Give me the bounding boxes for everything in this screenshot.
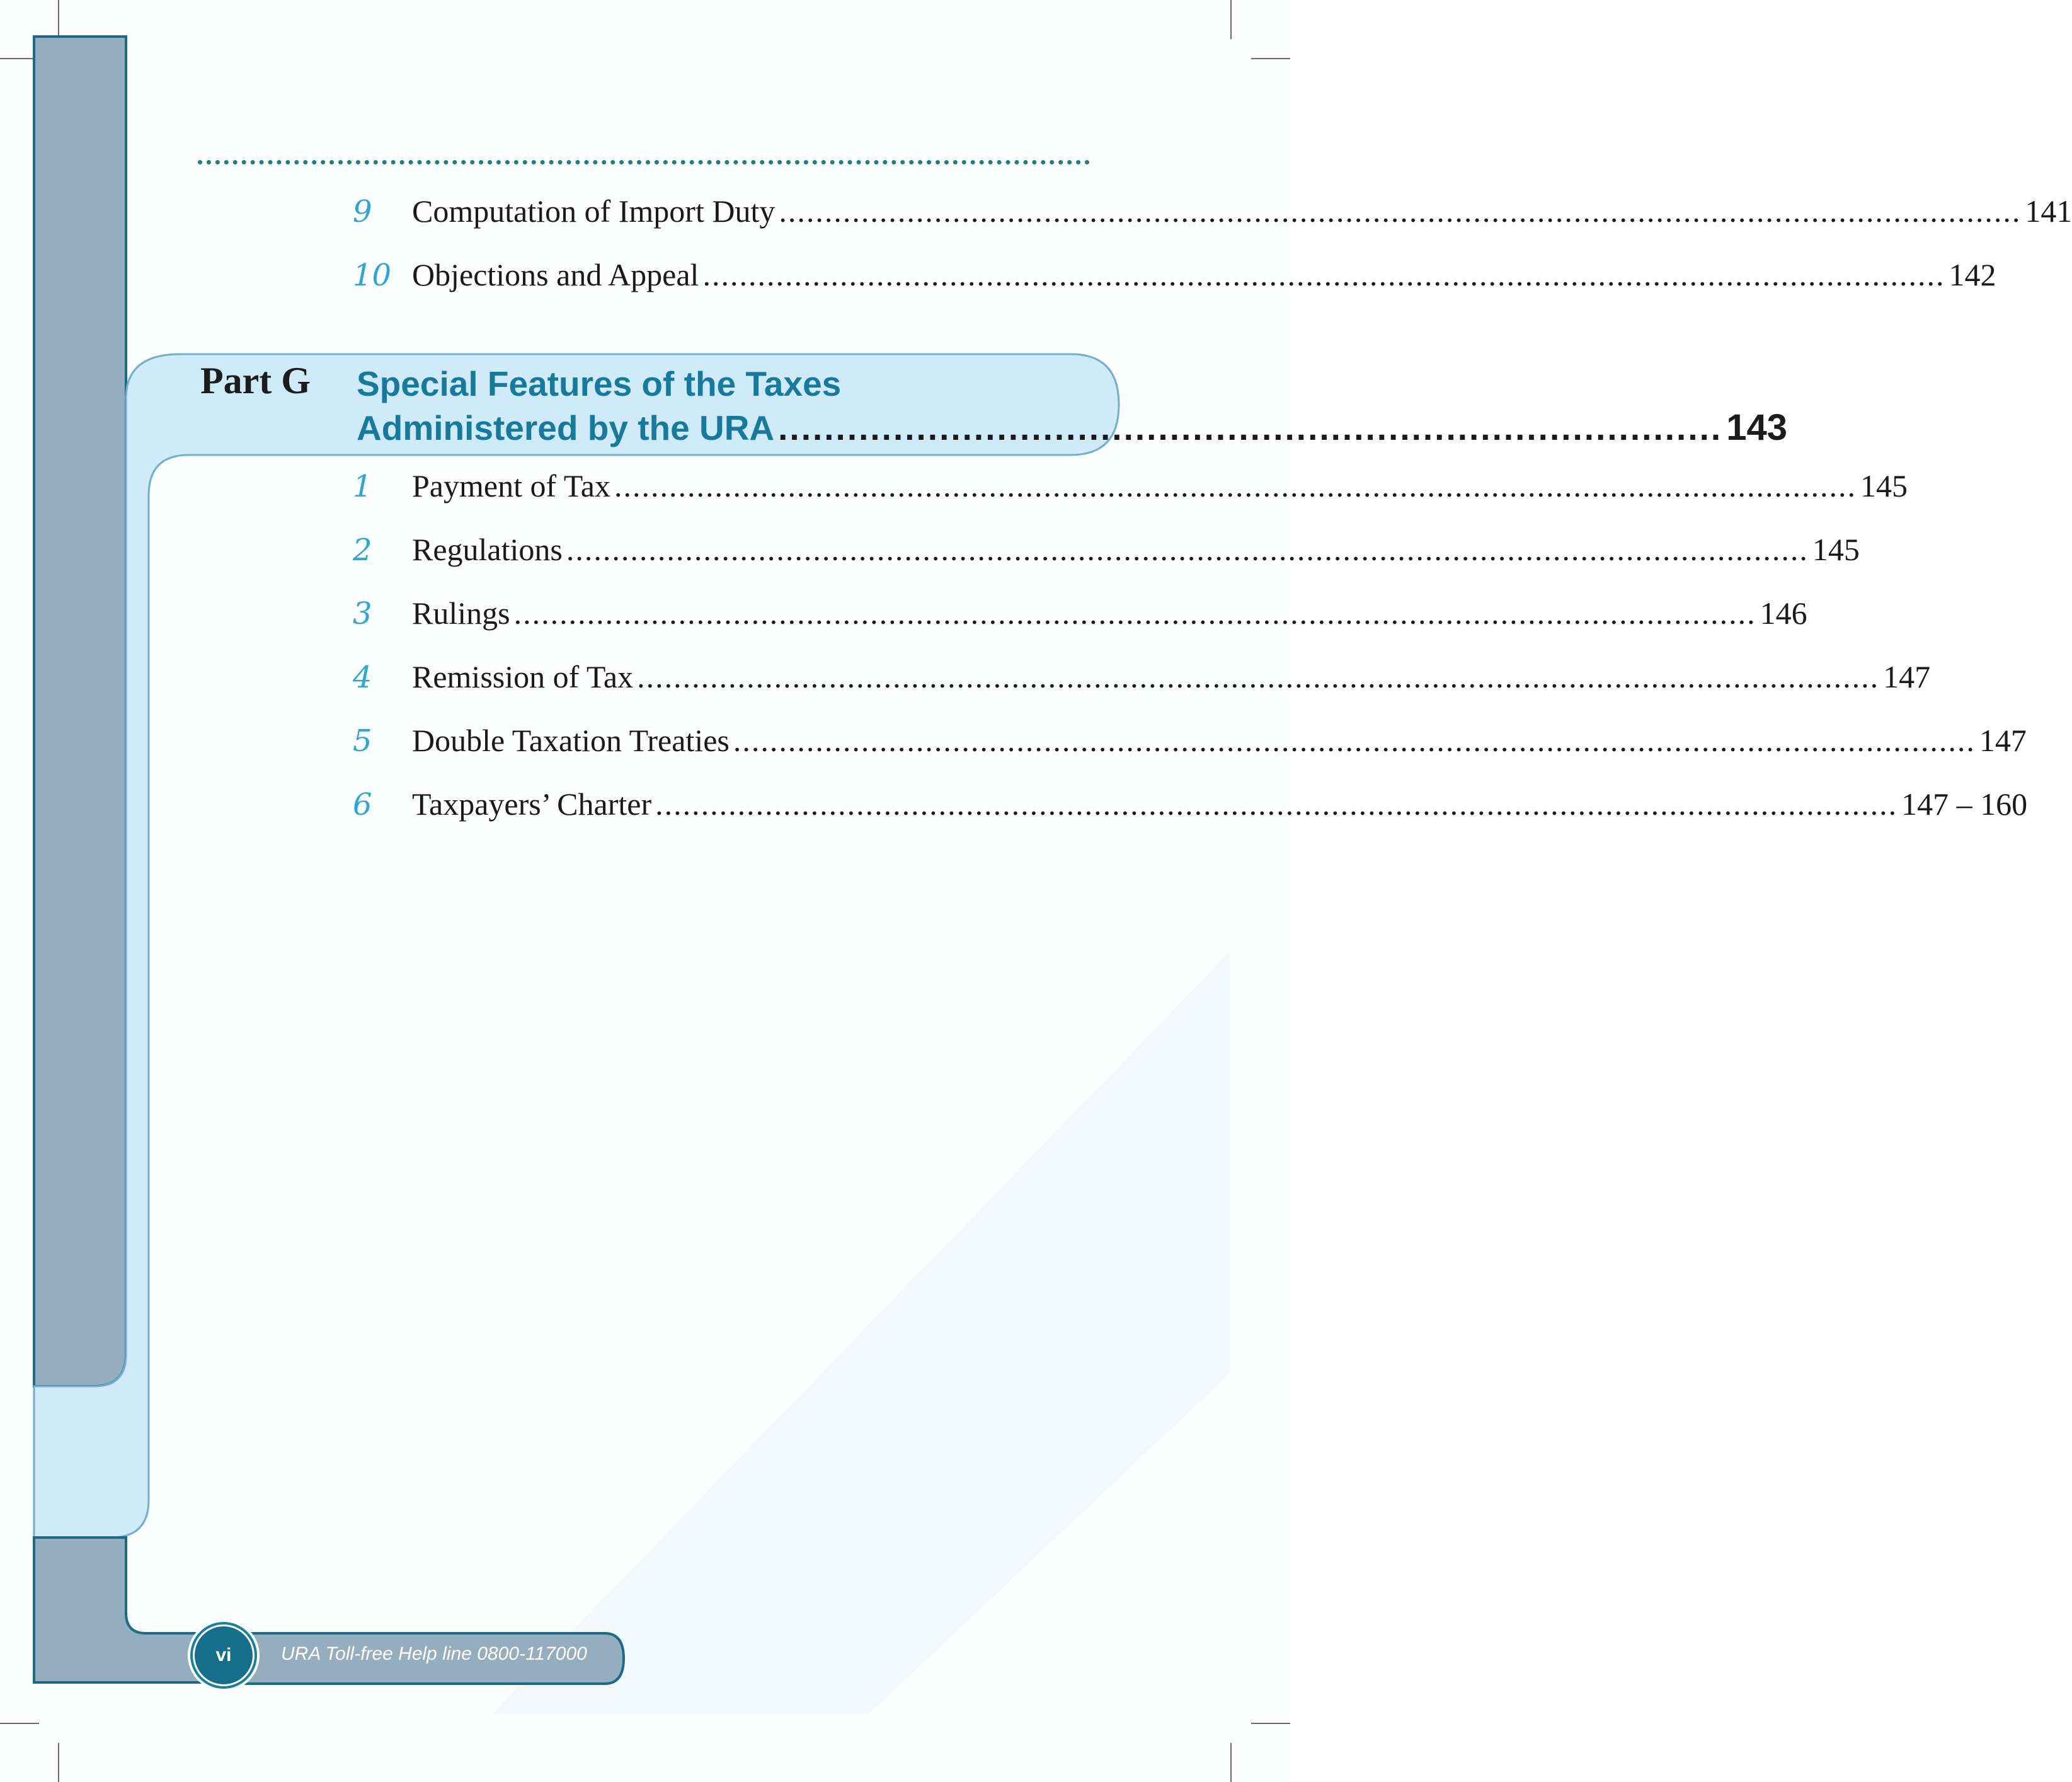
- toc-number: 6: [353, 787, 372, 822]
- part-label: Part G: [200, 360, 311, 401]
- toc-entry[interactable]: [353, 595, 1807, 639]
- page-number-badge: [188, 1619, 260, 1691]
- toc-entry[interactable]: [353, 658, 1931, 703]
- toc-page-number: 145: [1812, 532, 1860, 567]
- dot-leader: ........................................................................................................................................: [513, 595, 1756, 631]
- page-number: vi: [193, 1624, 255, 1686]
- toc-entry[interactable]: [353, 468, 1908, 512]
- toc-title: Computation of Import Duty: [412, 193, 776, 229]
- toc-page-number: 147: [1883, 659, 1931, 694]
- toc-number: 10: [353, 258, 392, 293]
- part-page-number: 143: [1726, 407, 1787, 448]
- dot-leader: ........................................................................................................................................: [733, 723, 1976, 758]
- dot-leader: ........................................................................................................................................: [614, 468, 1857, 503]
- toc-page-number: 147 – 160: [1901, 786, 2028, 822]
- toc-number: 2: [353, 532, 372, 568]
- toc-number: 4: [353, 660, 372, 695]
- toc-entry[interactable]: [353, 786, 2028, 830]
- dotted-rule: [198, 160, 1090, 164]
- toc-entry[interactable]: [353, 193, 2072, 237]
- part-title-line1: Special Features of the Taxes: [357, 364, 842, 403]
- toc-title: Regulations: [412, 532, 563, 567]
- helpline-text: URA Toll-free Help line 0800-117000: [281, 1643, 587, 1664]
- toc-title: Double Taxation Treaties: [412, 723, 730, 758]
- toc-number: 9: [353, 194, 372, 229]
- watermark-band: [491, 951, 1230, 1714]
- part-heading[interactable]: [357, 362, 1787, 450]
- toc-number: 3: [353, 596, 372, 631]
- dot-leader: ........................................................................................................................................: [779, 193, 2022, 229]
- toc-page-number: 141: [2025, 193, 2072, 229]
- toc-page-number: 142: [1949, 257, 1996, 292]
- toc-title: Taxpayers’ Charter: [412, 786, 652, 822]
- toc-page-number: 147: [1979, 723, 2027, 758]
- toc-title: Objections and Appeal: [412, 257, 699, 292]
- dot-leader: ..................................................................................: [778, 408, 1723, 447]
- dot-leader: ........................................................................................................................................: [637, 659, 1880, 694]
- toc-number: 5: [353, 723, 372, 759]
- toc-title: Rulings: [412, 595, 510, 631]
- toc-entry[interactable]: [353, 256, 1996, 301]
- toc-title: Payment of Tax: [412, 468, 610, 503]
- toc-title: Remission of Tax: [412, 659, 634, 694]
- dot-leader: ........................................................................................................................................: [655, 786, 1898, 822]
- toc-page-number: 145: [1860, 468, 1908, 503]
- toc-entry[interactable]: [353, 531, 1860, 575]
- dot-leader: ........................................................................................................................................: [702, 257, 1945, 292]
- toc-page-number: 146: [1760, 595, 1807, 631]
- toc-number: 1: [353, 469, 372, 504]
- part-title-line2-row: [357, 406, 1787, 450]
- dot-leader: ........................................................................................................................................: [566, 532, 1809, 567]
- toc-entry[interactable]: [353, 722, 2027, 766]
- part-title-line2: Administered by the URA: [357, 408, 775, 447]
- sidebar-strip: [34, 37, 126, 1386]
